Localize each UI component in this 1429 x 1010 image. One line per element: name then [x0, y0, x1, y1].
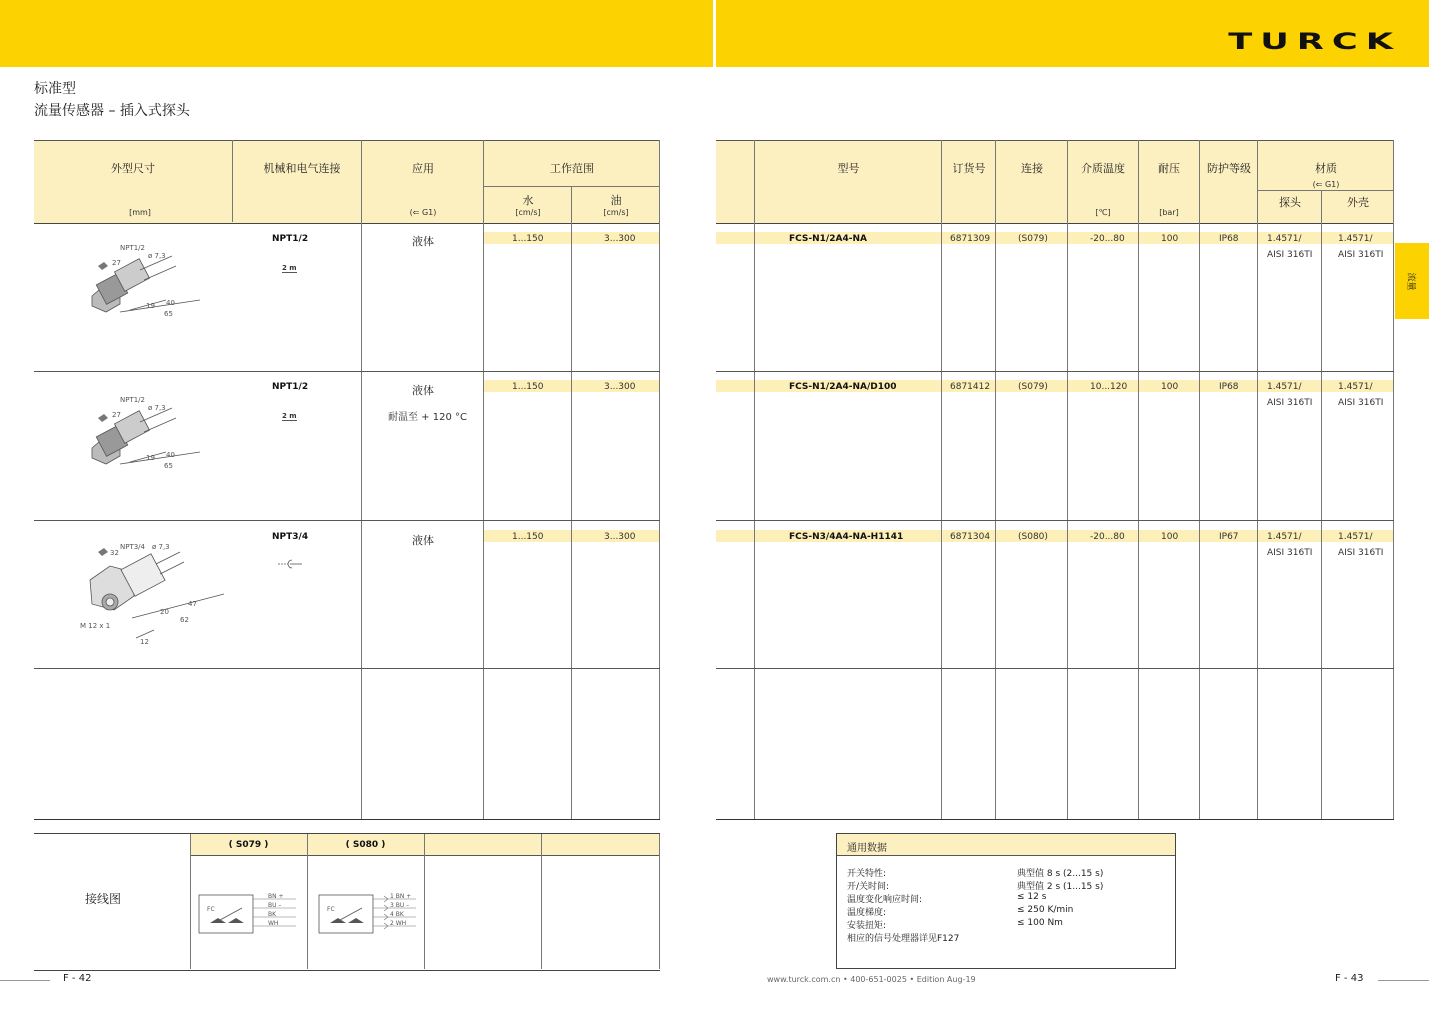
header-banner-left: [0, 0, 713, 67]
general-value: 典型值 2 s (1...15 s): [1017, 882, 1104, 892]
col-range: 工作范围: [550, 162, 594, 175]
conn-thread: NPT1/2: [272, 382, 309, 392]
dim-3: 65: [164, 310, 173, 318]
type-code: FCS-N1/2A4-NA/D100: [789, 382, 897, 392]
dim-3: 65: [164, 462, 173, 470]
row-separator: [34, 371, 660, 372]
housing-material-2: AISI 316TI: [1338, 250, 1384, 260]
probe-material-2: AISI 316TI: [1267, 250, 1313, 260]
vline: [361, 140, 362, 820]
dim-wrench: 27: [112, 259, 121, 267]
general-value: ≤ 12 s: [1017, 892, 1047, 902]
sensor-drawing-1: [80, 238, 210, 326]
water-range: 1...150: [512, 532, 544, 542]
col-oil-unit: [cm/s]: [603, 208, 629, 217]
probe-material-1: 1.4571/: [1267, 234, 1302, 244]
dim-thread: NPT1/2: [120, 396, 145, 404]
vline: [483, 140, 484, 820]
col-water: 水: [522, 194, 534, 207]
row-separator: [34, 668, 660, 669]
wiring-diagram-s079: [198, 890, 300, 936]
vline: [190, 834, 191, 969]
order-number: 6871304: [950, 532, 991, 542]
general-value: ≤ 250 K/min: [1017, 905, 1074, 915]
wiring-s079-header: ( S079 ): [228, 840, 269, 850]
general-label: 温度变化响应时间:: [847, 895, 923, 905]
vline: [424, 834, 425, 969]
vline: [659, 834, 660, 969]
housing-material-2: AISI 316TI: [1338, 548, 1384, 558]
probe-material-1: 1.4571/: [1267, 532, 1302, 542]
footer-rule-right: [1378, 980, 1429, 981]
oil-range: 3...300: [604, 532, 636, 542]
dim-1: 20: [160, 608, 169, 616]
col-pressure-unit: [bar]: [1159, 208, 1179, 217]
col-connect: 连接: [1021, 162, 1043, 175]
table-bottom: [716, 819, 1394, 820]
general-label: 开/关时间:: [847, 882, 890, 892]
col-app: 应用: [412, 162, 434, 175]
cable-length: 2 m: [282, 264, 297, 272]
side-tab-label: 流量: [1405, 271, 1416, 291]
fc-label: FC: [207, 906, 215, 913]
page-number-left: F - 42: [63, 973, 92, 984]
vline: [754, 140, 755, 820]
connector-icon: [278, 558, 302, 570]
order-number: 6871412: [950, 382, 991, 392]
wire-label: BU –: [268, 902, 282, 909]
probe-material-2: AISI 316TI: [1267, 398, 1313, 408]
dim-thread: NPT1/2: [120, 244, 145, 252]
page-number-right: F - 43: [1335, 973, 1364, 984]
turck-logo: TURCK: [1228, 30, 1401, 55]
oil-range: 3...300: [604, 234, 636, 244]
water-range: 1...150: [512, 234, 544, 244]
col-protection: 防护等级: [1207, 162, 1251, 175]
dim-diameter: ø 7,3: [148, 404, 166, 412]
page-category: 标准型: [34, 81, 76, 97]
cable-length: 2 m: [282, 412, 297, 420]
col-material: 材质: [1315, 162, 1337, 175]
housing-material-1: 1.4571/: [1338, 532, 1373, 542]
wiring-diagram-s080: [318, 890, 420, 936]
vline: [541, 834, 542, 969]
page-title: 流量传感器 – 插入式探头: [34, 103, 190, 119]
dim-diameter: ø 7,3: [148, 252, 166, 260]
vline: [571, 186, 572, 820]
dim-4: 12: [140, 638, 149, 646]
water-range: 1...150: [512, 382, 544, 392]
table-bottom: [34, 819, 660, 820]
general-label: 相应的信号处理器详见F127: [847, 934, 960, 944]
connection-code: (S079): [1018, 382, 1048, 392]
col-type: 型号: [837, 162, 860, 175]
type-code: FCS-N3/4A4-NA-H1141: [789, 532, 904, 542]
dim-thread: NPT3/4: [120, 543, 145, 551]
medium-temp: 10...120: [1090, 382, 1128, 392]
housing-material-1: 1.4571/: [1338, 234, 1373, 244]
app-note: 耐温至 + 120 °C: [388, 412, 467, 423]
wiring-label: 接线图: [85, 892, 122, 906]
wire-label: BK: [268, 911, 277, 918]
conn-thread: NPT3/4: [272, 532, 309, 542]
row-separator: [716, 371, 1394, 372]
wire-label: 3 BU –: [390, 902, 410, 909]
wire-label: WH: [268, 920, 279, 927]
col-conn: 机械和电气连接: [263, 162, 341, 175]
vline: [659, 140, 660, 820]
col-material-note: (⇐ G1): [1312, 180, 1340, 189]
dim-1: 19: [146, 302, 155, 310]
pressure-value: 100: [1161, 382, 1179, 392]
vline: [1067, 140, 1068, 820]
dim-2: 40: [166, 451, 175, 459]
pressure-value: 100: [1161, 234, 1179, 244]
dim-diameter: ø 7,3: [152, 543, 170, 551]
vline: [995, 140, 996, 820]
order-number: 6871309: [950, 234, 991, 244]
col-pressure: 耐压: [1158, 162, 1180, 175]
general-value: ≤ 100 Nm: [1017, 918, 1063, 928]
app-label: 液体: [412, 384, 434, 397]
col-temp-unit: [℃]: [1095, 208, 1111, 217]
dim-m12: M 12 x 1: [80, 622, 111, 630]
dim-wrench: 27: [112, 411, 121, 419]
protection-class: IP68: [1219, 382, 1239, 392]
row-separator: [716, 668, 1394, 669]
vline: [1321, 190, 1322, 820]
col-probe: 探头: [1279, 196, 1301, 209]
medium-temp: -20...80: [1090, 234, 1125, 244]
dim-3: 62: [180, 616, 189, 624]
vline: [232, 140, 233, 222]
col-temp: 介质温度: [1081, 162, 1125, 175]
pressure-value: 100: [1161, 532, 1179, 542]
vline: [307, 834, 308, 969]
connection-code: (S080): [1018, 532, 1048, 542]
protection-class: IP67: [1219, 532, 1239, 542]
vline: [1393, 140, 1394, 820]
general-data-header: [837, 834, 1175, 856]
col-housing: 外壳: [1347, 196, 1369, 209]
app-label: 液体: [412, 235, 434, 248]
oil-range: 3...300: [604, 382, 636, 392]
row-separator: [34, 520, 660, 521]
col-water-unit: [cm/s]: [515, 208, 541, 217]
housing-material-1: 1.4571/: [1338, 382, 1373, 392]
dim-2: 40: [166, 299, 175, 307]
wire-label: 4 BK: [390, 911, 404, 918]
dim-1: 19: [146, 454, 155, 462]
connection-code: (S079): [1018, 234, 1048, 244]
general-label: 开关特性:: [847, 869, 887, 879]
fc-label: FC: [327, 906, 335, 913]
general-label: 温度梯度:: [847, 908, 887, 918]
dim-wrench: 32: [110, 549, 119, 557]
wire-label: 1 BN +: [390, 893, 412, 900]
wiring-s080-header: ( S080 ): [345, 840, 386, 850]
conn-thread: NPT1/2: [272, 234, 309, 244]
col-dim-unit: [mm]: [129, 208, 151, 217]
range-divider: [484, 186, 660, 187]
vline: [941, 140, 942, 820]
type-code: FCS-N1/2A4-NA: [789, 234, 867, 244]
row-separator: [716, 520, 1394, 521]
material-divider: [1258, 190, 1394, 191]
protection-class: IP68: [1219, 234, 1239, 244]
general-data-title: 通用数据: [847, 843, 887, 854]
vline: [1199, 140, 1200, 820]
col-order: 订货号: [952, 162, 986, 175]
vline: [1257, 140, 1258, 820]
sensor-drawing-3: [76, 538, 236, 650]
col-oil: 油: [610, 194, 622, 207]
vline: [1138, 140, 1139, 820]
footer-rule-left: [0, 980, 50, 981]
housing-material-2: AISI 316TI: [1338, 398, 1384, 408]
probe-material-2: AISI 316TI: [1267, 548, 1313, 558]
sensor-drawing-2: [80, 390, 210, 478]
col-dim: 外型尺寸: [111, 162, 155, 175]
dim-2: 47: [188, 600, 197, 608]
footer-contact: www.turck.com.cn • 400-651-0025 • Edition Aug-19: [767, 975, 976, 984]
probe-material-1: 1.4571/: [1267, 382, 1302, 392]
general-label: 安装扭矩:: [847, 921, 887, 931]
wire-label: 2 WH: [390, 920, 407, 927]
wire-label: BN +: [268, 893, 284, 900]
general-value: 典型值 8 s (2...15 s): [1017, 869, 1104, 879]
col-app-unit: (⇐ G1): [409, 208, 437, 217]
medium-temp: -20...80: [1090, 532, 1125, 542]
app-label: 液体: [412, 534, 434, 547]
side-tab[interactable]: [1395, 243, 1429, 319]
